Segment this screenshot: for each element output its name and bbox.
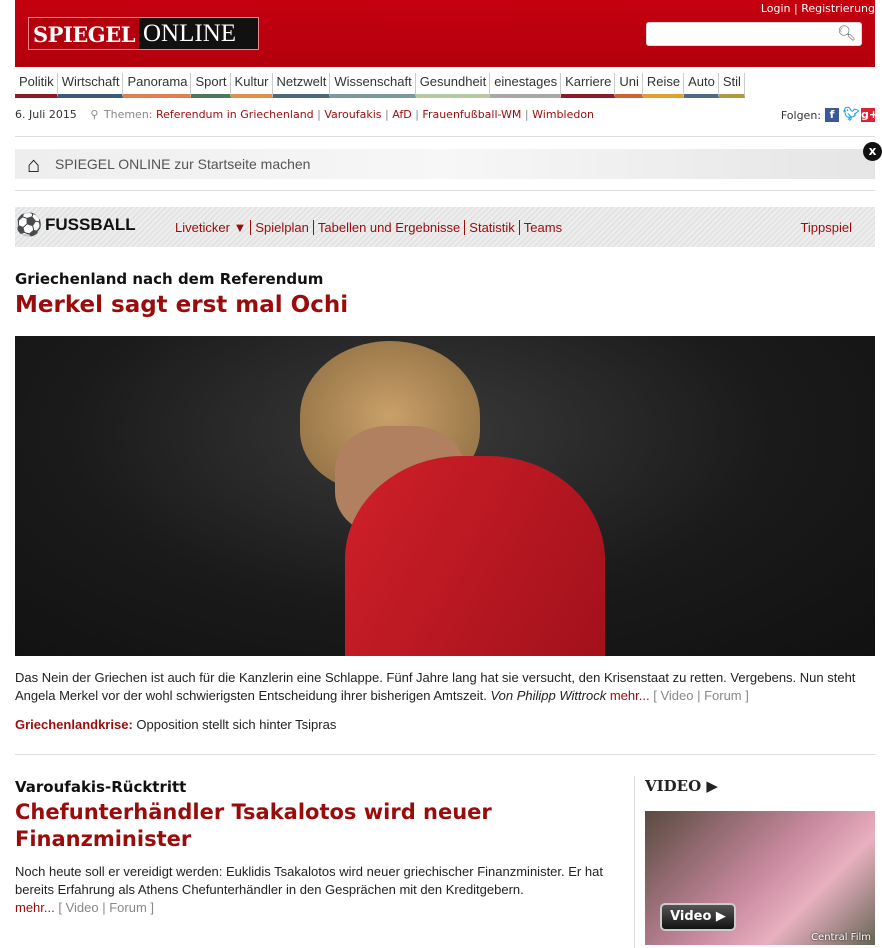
nav-item-gesundheit[interactable]: Gesundheit — [416, 73, 491, 98]
search-input[interactable] — [646, 22, 862, 46]
twitter-icon[interactable]: 🐦︎ — [843, 107, 860, 122]
related-link[interactable]: Griechenlandkrise: Opposition stellt sich hinter Tsipras — [15, 717, 337, 732]
lead-kicker: Griechenland nach dem Referendum — [15, 270, 324, 288]
divider — [15, 754, 875, 755]
divider — [15, 136, 875, 137]
forum-link[interactable]: Forum — [704, 688, 742, 703]
nav-item-wissenschaft[interactable]: Wissenschaft — [330, 73, 415, 98]
topic-link[interactable]: AfD — [392, 108, 412, 121]
nav-item-einestages[interactable]: einestages — [490, 73, 561, 98]
nav-item-auto[interactable]: Auto — [684, 73, 719, 98]
account-links: Login | Registrierung — [760, 2, 875, 15]
fussball-link[interactable]: Tabellen und Ergebnisse — [313, 220, 464, 235]
topic-link[interactable]: Frauenfußball-WM — [422, 108, 522, 121]
facebook-icon[interactable]: f — [825, 108, 839, 122]
topic-link[interactable]: Referendum in Griechenland — [156, 108, 314, 121]
nav-item-reise[interactable]: Reise — [643, 73, 684, 98]
second-headline[interactable]: Chefunterhändler Tsakalotos wird neuer Finanzminister — [15, 800, 492, 851]
follow-label: Folgen: — [780, 108, 821, 122]
fussball-link[interactable]: Statistik — [464, 220, 519, 235]
logo[interactable]: SPIEGEL ONLINE — [28, 17, 259, 50]
image-credit: Central Film — [811, 932, 871, 943]
forum-link[interactable]: Forum — [109, 900, 147, 915]
nav-item-sport[interactable]: Sport — [191, 73, 230, 98]
divider — [15, 190, 875, 191]
fussball-title[interactable]: FUSSBALL — [45, 215, 136, 234]
topic-link[interactable]: Varoufakis — [324, 108, 382, 121]
date: 6. Juli 2015 — [15, 108, 77, 121]
pin-icon: ⚲ — [90, 108, 99, 121]
video-link[interactable]: Video — [65, 900, 99, 915]
fussball-link[interactable]: Liveticker ▼ — [175, 220, 247, 235]
video-section-title[interactable]: VIDEO ▶ — [645, 777, 718, 795]
author: Von Philipp Wittrock — [490, 688, 607, 703]
video-play-button[interactable]: Video ▶ — [660, 903, 736, 931]
site-header — [15, 0, 875, 67]
nav-item-karriere[interactable]: Karriere — [561, 73, 615, 98]
fussball-link[interactable]: Teams — [519, 220, 566, 235]
sidebar-divider — [634, 776, 635, 948]
more-link[interactable]: mehr... — [609, 688, 650, 703]
nav-item-kultur[interactable]: Kultur — [231, 73, 273, 98]
nav-item-uni[interactable]: Uni — [615, 73, 643, 98]
nav-item-politik[interactable]: Politik — [15, 73, 58, 98]
lead-image[interactable] — [15, 336, 875, 656]
second-kicker: Varoufakis-Rücktritt — [15, 778, 187, 796]
more-link[interactable]: mehr... — [15, 900, 55, 915]
topics-label: Themen: — [103, 108, 153, 121]
login-link[interactable]: Login — [760, 2, 791, 15]
tippspiel-link[interactable]: Tippspiel — [800, 220, 852, 235]
video-thumbnail[interactable] — [645, 811, 875, 945]
home-icon: ⌂ — [27, 152, 41, 177]
follow-bar — [780, 107, 879, 122]
topic-link[interactable]: Wimbledon — [532, 108, 595, 121]
search-icon[interactable]: 🔍︎ — [836, 24, 856, 42]
nav-item-stil[interactable]: Stil — [719, 73, 745, 98]
second-teaser: Noch heute soll er vereidigt werden: Euklidis Tsakalotos wird neuer griechischer Finanzminister. Er hat bereits Erfahrung als Athens Chefunterhändler in den Gesprächen mit den Kreditgebern. mehr... [ Video | Forum ] — [15, 864, 603, 915]
nav-item-netzwelt[interactable]: Netzwelt — [273, 73, 331, 98]
nav-item-wirtschaft[interactable]: Wirtschaft — [58, 73, 124, 98]
fussball-bar — [15, 207, 875, 247]
close-icon[interactable]: x — [863, 142, 882, 161]
nav-item-panorama[interactable]: Panorama — [123, 73, 191, 98]
main-nav — [15, 73, 745, 98]
register-link[interactable]: Registrierung — [801, 2, 875, 15]
video-link[interactable]: Video — [660, 688, 694, 703]
topics-bar: 6. Juli 2015 ⚲ Themen: Referendum in Griechenland | Varoufakis | AfD | Frauenfußball-WM | Wimbledon Folgen: f 🐦︎ g+ — [15, 107, 879, 122]
startpage-bar[interactable] — [15, 149, 875, 179]
startpage-label: SPIEGEL ONLINE zur Startseite machen — [55, 156, 311, 172]
lead-teaser: Das Nein der Griechen ist auch für die Kanzlerin eine Schlappe. Fünf Jahre lang hat sie versucht, den Krisenstaat zu retten. Vergebens. Nun steht Angela Merkel vor der wohl schwierigsten Entscheidung ihrer bisherigen Amtszeit. Von Philipp Wittrock mehr... [ Video | Forum ] — [15, 670, 856, 703]
soccer-ball-icon: ⚽ — [15, 213, 43, 238]
google-plus-icon[interactable]: g+ — [861, 108, 879, 121]
lead-headline[interactable]: Merkel sagt erst mal Ochi — [15, 292, 349, 318]
fussball-link[interactable]: Spielplan — [250, 220, 313, 235]
